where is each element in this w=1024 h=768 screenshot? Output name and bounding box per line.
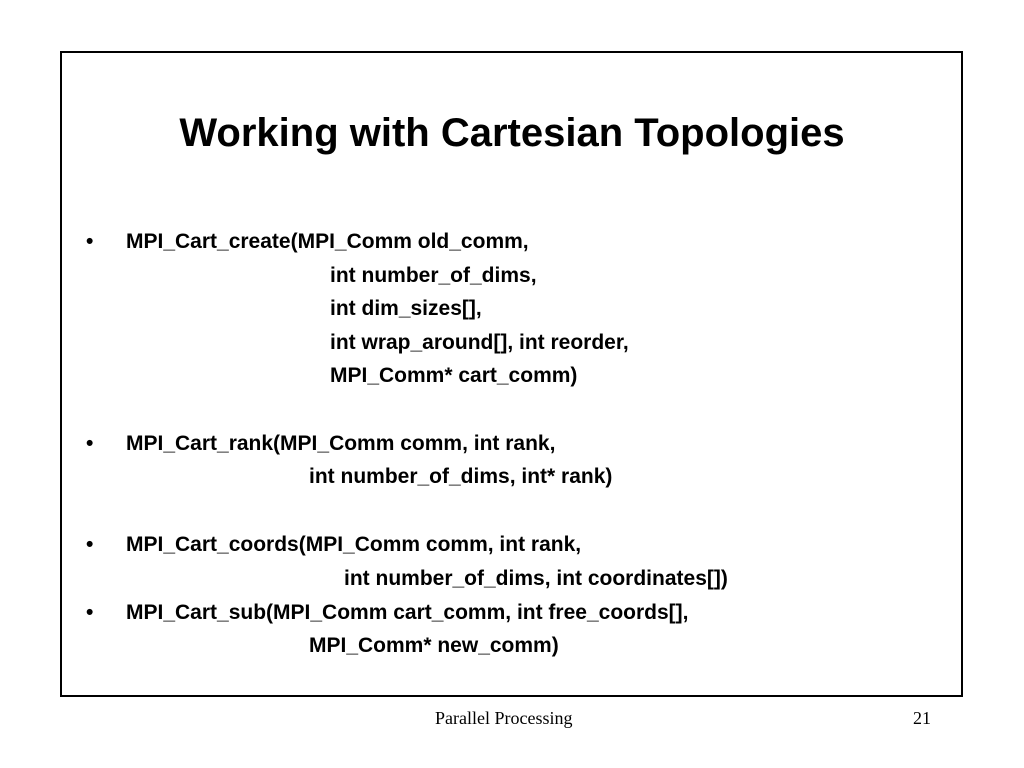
code-line-cart-create-param: int wrap_around[], int reorder, bbox=[330, 331, 629, 354]
code-line-cart-create-signature: MPI_Cart_create(MPI_Comm old_comm, bbox=[126, 230, 529, 253]
code-line-cart-create-param: int dim_sizes[], bbox=[330, 297, 482, 320]
code-line-cart-create-param: int number_of_dims, bbox=[330, 264, 537, 287]
code-line-cart-rank-signature: MPI_Cart_rank(MPI_Comm comm, int rank, bbox=[126, 432, 556, 455]
code-line-cart-sub-param: MPI_Comm* new_comm) bbox=[309, 634, 559, 657]
footer-course-title: Parallel Processing bbox=[435, 708, 573, 728]
code-line-cart-create-param: MPI_Comm* cart_comm) bbox=[330, 364, 578, 387]
code-line-cart-coords-param: int number_of_dims, int coordinates[]) bbox=[344, 567, 728, 590]
footer-page-number: 21 bbox=[913, 708, 931, 728]
bullet-icon: • bbox=[86, 230, 94, 253]
code-line-cart-sub-signature: MPI_Cart_sub(MPI_Comm cart_comm, int free_coords[], bbox=[126, 601, 689, 624]
bullet-icon: • bbox=[86, 601, 94, 624]
bullet-icon: • bbox=[86, 533, 94, 556]
slide-title: Working with Cartesian Topologies bbox=[179, 111, 845, 155]
bullet-icon: • bbox=[86, 432, 94, 455]
code-line-cart-coords-signature: MPI_Cart_coords(MPI_Comm comm, int rank, bbox=[126, 533, 582, 556]
code-line-cart-rank-param: int number_of_dims, int* rank) bbox=[309, 465, 613, 488]
